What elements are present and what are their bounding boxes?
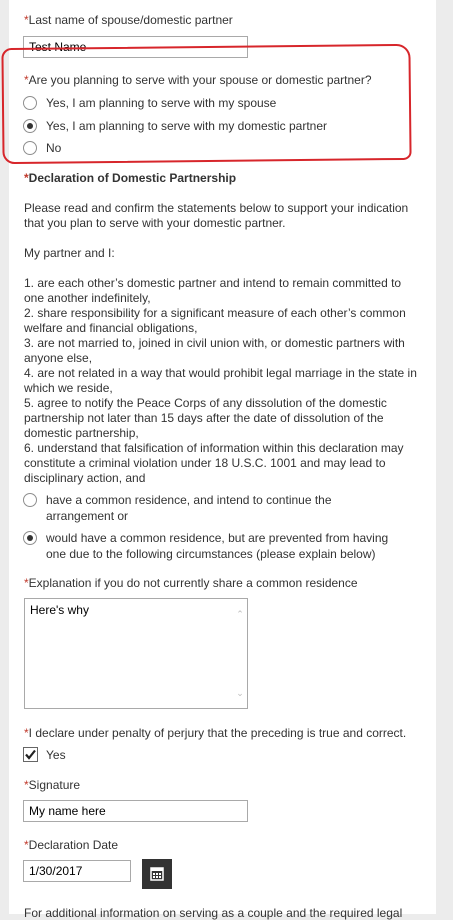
partner-heading: My partner and I:: [24, 246, 115, 260]
perjury-checkbox-label[interactable]: Yes: [46, 748, 66, 762]
spouse-last-name-label: *Last name of spouse/domestic partner: [24, 13, 233, 27]
scroll-down-icon[interactable]: ⌄: [236, 688, 244, 698]
declaration-intro: Please read and confirm the statements below to support your indication that you plan to serve with your domestic partner.: [24, 201, 409, 230]
scroll-up-icon[interactable]: ⌃: [236, 609, 244, 619]
explanation-textarea[interactable]: [24, 598, 248, 709]
signature-label: *Signature: [24, 778, 81, 792]
serve-question-label: *Are you planning to serve with your spouse or domestic partner?: [24, 73, 372, 87]
spouse-last-name-input[interactable]: Test Name: [23, 36, 248, 58]
red-highlight-annotation: [1, 44, 411, 164]
explanation-text: Here's why: [30, 603, 89, 617]
statement-4: 4. are not related in a way that would prohibit legal marriage in the state in which we reside,: [24, 366, 417, 395]
declaration-date-label: *Declaration Date: [24, 838, 119, 852]
perjury-label: *I declare under penalty of perjury that the preceding is true and correct.: [24, 726, 407, 740]
statement-1: 1. are each other’s domestic partner and intend to remain committed to one another indefinitely,: [24, 276, 402, 305]
serve-no-label[interactable]: No: [46, 141, 62, 155]
textarea-scrollbar[interactable]: [234, 600, 246, 707]
declaration-date-input[interactable]: 1/30/2017: [23, 860, 131, 882]
prevented-residence-label[interactable]: would have a common residence, but are prevented from having one due to the following circumstances (please explain below): [46, 531, 389, 561]
explanation-label: *Explanation if you do not currently share a common residence: [24, 576, 358, 590]
common-residence-radio[interactable]: [23, 493, 37, 507]
footer-text: For additional information on serving as a couple and the required legal: [24, 906, 403, 920]
signature-input[interactable]: My name here: [23, 800, 248, 822]
statement-5: 5. agree to notify the Peace Corps of any dissolution of the domestic partnership not later than 15 days after the date of dissolution of the domestic partnership,: [24, 396, 387, 440]
declaration-title: *Declaration of Domestic Partnership: [24, 171, 237, 185]
serve-with-spouse-label[interactable]: Yes, I am planning to serve with my spouse: [46, 96, 277, 110]
calendar-icon: [142, 859, 172, 889]
calendar-button[interactable]: [142, 859, 172, 889]
statement-6: 6. understand that falsification of information within this declaration may constitute a criminal violation under 18 U.S.C. 1001 and may lead to disciplinary action, and: [24, 441, 404, 485]
statement-list: [24, 276, 419, 486]
checkmark-icon: [24, 748, 37, 761]
serve-with-partner-label[interactable]: Yes, I am planning to serve with my domestic partner: [46, 119, 328, 133]
prevented-residence-radio[interactable]: [23, 531, 37, 545]
perjury-checkbox[interactable]: [23, 747, 38, 762]
common-residence-label[interactable]: have a common residence, and intend to continue the arrangement or: [46, 493, 332, 523]
statement-2: 2. share responsibility for a significant measure of each other’s common welfare and financial obligations,: [24, 306, 406, 335]
statement-3: 3. are not married to, joined in civil union with, or domestic partners with anyone else,: [24, 336, 405, 365]
